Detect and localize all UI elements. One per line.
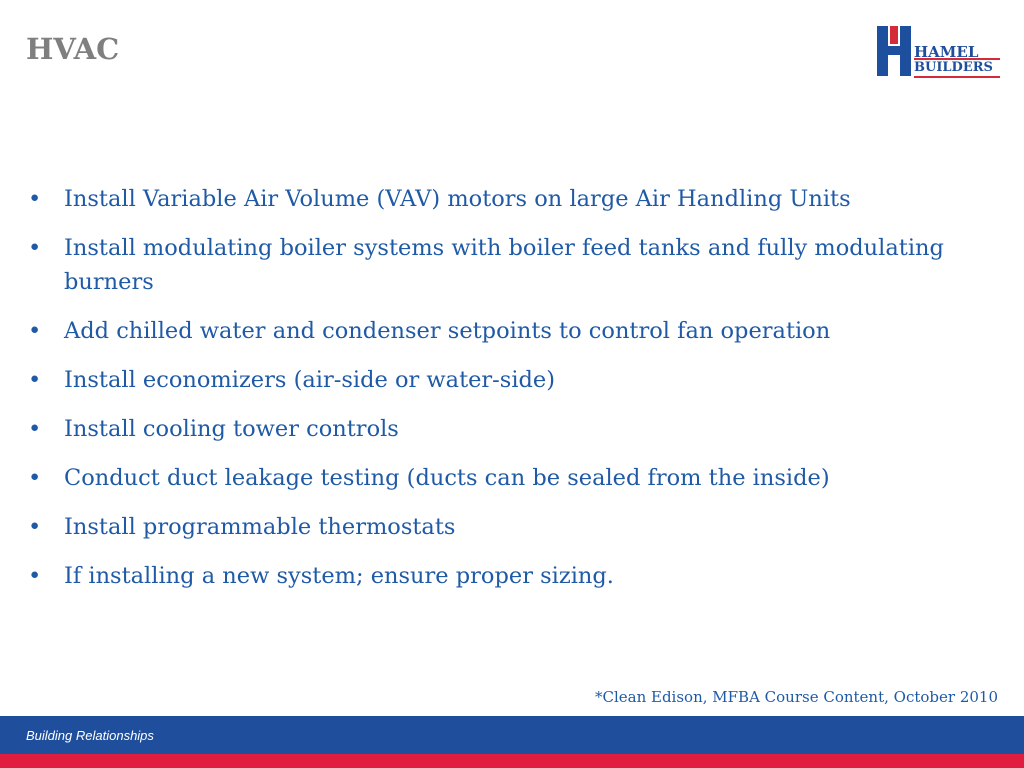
bullet-icon: • bbox=[28, 235, 42, 261]
bullet-item bbox=[26, 314, 1006, 348]
bullet-text: If installing a new system; ensure proper sizing. bbox=[64, 563, 614, 589]
logo-underline bbox=[914, 76, 1000, 78]
bullet-icon: • bbox=[28, 186, 42, 212]
bullet-item bbox=[26, 231, 1006, 299]
bullet-icon: • bbox=[28, 514, 42, 540]
bullet-item bbox=[26, 182, 1006, 216]
bullet-icon: • bbox=[28, 416, 42, 442]
h-logo-icon bbox=[874, 24, 914, 78]
bullet-item bbox=[26, 559, 1006, 593]
bullet-icon: • bbox=[28, 563, 42, 589]
bullet-text: Install cooling tower controls bbox=[64, 416, 399, 442]
bullet-item bbox=[26, 412, 1006, 446]
bullet-text: Add chilled water and condenser setpoints to control fan operation bbox=[64, 318, 831, 344]
bullet-text: Install economizers (air-side or water-side) bbox=[64, 367, 556, 393]
bullet-item bbox=[26, 510, 1006, 544]
bullet-text: Install Variable Air Volume (VAV) motors on large Air Handling Units bbox=[64, 186, 851, 212]
citation: *Clean Edison, MFBA Course Content, October 2010 bbox=[594, 688, 998, 706]
hamel-builders-logo bbox=[874, 24, 1000, 80]
logo-text-line2: BUILDERS bbox=[914, 60, 993, 75]
bullet-text: Install modulating boiler systems with boiler feed tanks and fully modulating burners bbox=[64, 235, 944, 295]
logo-text-line1: HAMEL bbox=[914, 43, 979, 61]
bullet-item bbox=[26, 461, 1006, 495]
bullet-icon: • bbox=[28, 465, 42, 491]
slide-title: HVAC bbox=[26, 32, 120, 66]
bullet-icon: • bbox=[28, 318, 42, 344]
bullet-text: Install programmable thermostats bbox=[64, 514, 456, 540]
footer-accent-stripe bbox=[0, 754, 1024, 768]
bullet-item bbox=[26, 363, 1006, 397]
bullet-icon: • bbox=[28, 367, 42, 393]
footer-bar bbox=[0, 716, 1024, 754]
footer-tagline: Building Relationships bbox=[26, 728, 154, 743]
bullet-list bbox=[26, 182, 1006, 608]
bullet-text: Conduct duct leakage testing (ducts can be sealed from the inside) bbox=[64, 465, 830, 491]
